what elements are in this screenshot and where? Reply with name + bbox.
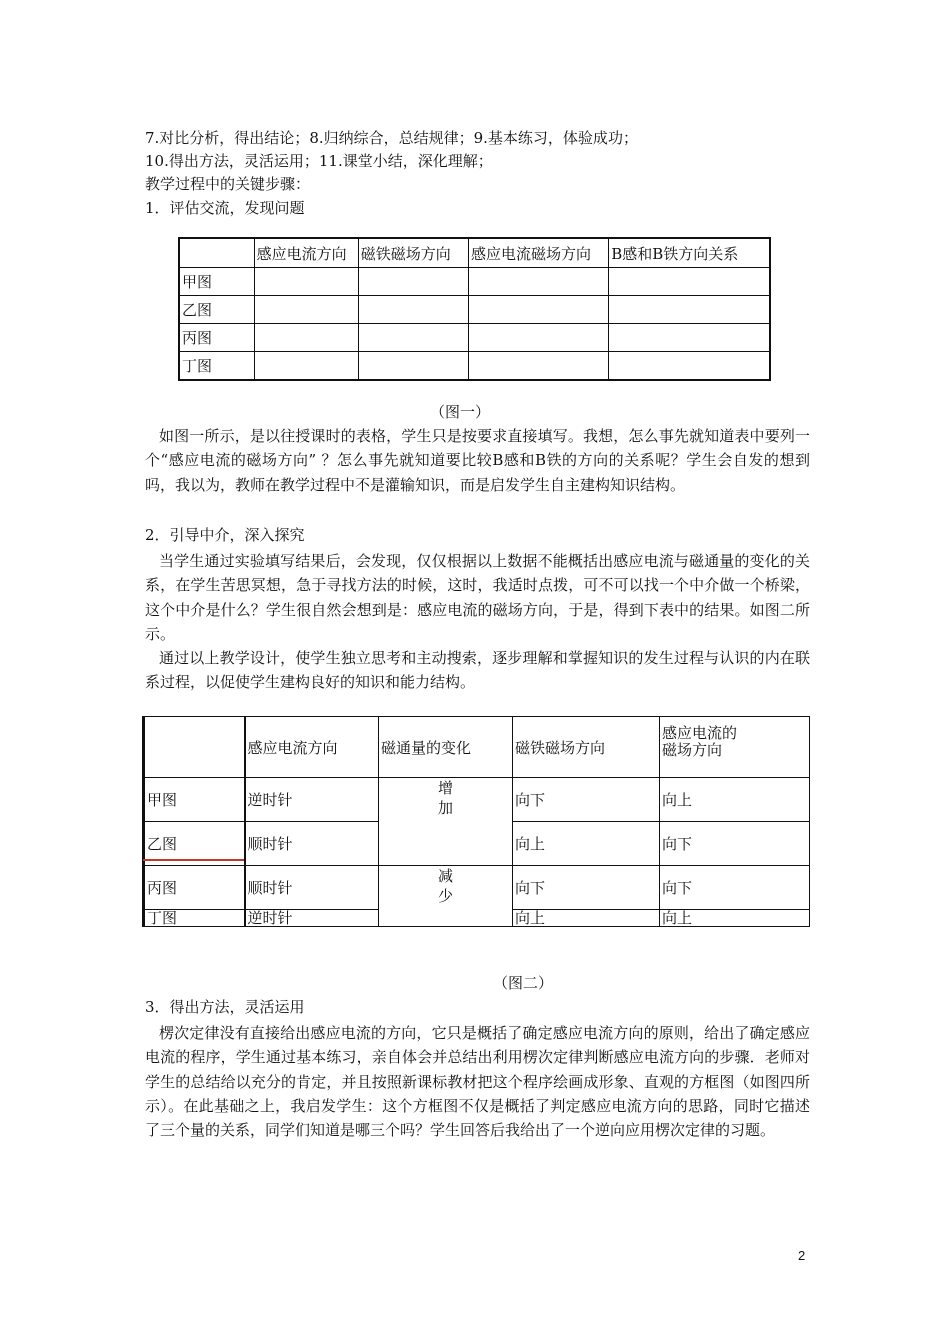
red-underline-mark: [143, 859, 244, 861]
table-cell: [254, 324, 358, 352]
table-header-cell: 感应电流方向: [245, 717, 379, 778]
table-header-cell: [179, 238, 254, 268]
flux-increase-cell: [379, 778, 513, 866]
table-cell: 向下: [513, 866, 660, 910]
table-header-cell: 磁铁磁场方向: [358, 238, 468, 268]
table-header-row: [144, 717, 810, 778]
row-label: 甲图: [144, 778, 245, 822]
table-cell: [254, 268, 358, 296]
table-cell: [254, 296, 358, 324]
header-line: 磁场方向: [662, 741, 723, 759]
section1-heading: 1．评估交流，发现问题: [145, 199, 305, 217]
table-cell: [468, 352, 608, 381]
table-cell: 顺时针: [245, 866, 379, 910]
flux-char: 加: [437, 799, 453, 817]
table-cell: 顺时针: [245, 822, 379, 866]
row-label: 丁图: [144, 910, 245, 927]
table-header-cell: 磁通量的变化: [379, 717, 513, 778]
row-label: 丁图: [179, 352, 254, 381]
intro-line-3: 教学过程中的关键步骤：: [145, 175, 311, 193]
row-label: 丙图: [144, 866, 245, 910]
table-header-cell: 感应电流方向: [254, 238, 358, 268]
table-cell: [609, 324, 770, 352]
table-cell: [358, 268, 468, 296]
table-cell: [254, 352, 358, 381]
table-cell: [358, 352, 468, 381]
row-label: 丙图: [179, 324, 254, 352]
table-cell: [468, 296, 608, 324]
table-cell: 向上: [513, 910, 660, 927]
flux-char: 增: [437, 779, 453, 797]
table-row: [179, 352, 770, 381]
figure-2-caption: （图二）: [493, 974, 554, 992]
section3-text: [145, 1021, 810, 1142]
table-cell: [609, 352, 770, 381]
flux-char: 少: [437, 887, 453, 905]
section1-text: [145, 424, 810, 497]
flux-decrease-cell: [379, 866, 513, 927]
table-cell: 向上: [660, 910, 810, 927]
paragraph: 如图一所示，是以往授课时的表格，学生只是按要求直接填写。我想，怎么事先就知道表中要列一个“感应电流的磁场方向” ？怎么事先就知道要比较B感和B铁的方向的关系呢？学生会自发的想到吗，我以为，教师在教学过程中不是灌输知识，而是启发学生自主建构知识结构。: [145, 427, 810, 494]
table-row: [144, 866, 810, 910]
table-row: [144, 778, 810, 822]
table-row: [179, 268, 770, 296]
paragraph: 楞次定律没有直接给出感应电流的方向，它只是概括了确定感应电流方向的原则，给出了确定感应电流的程序，学生通过基本练习，亲自体会并总结出利用楞次定律判断感应电流方向的步骤．老师对学生的总结给以充分的肯定，并且按照新课标教材把这个程序绘画成形象、直观的方框图（如图四所示）。在此基础之上，我启发学生：这个方框图不仅是概括了判定感应电流方向的思路，同时它描述了三个量的关系，同学们知道是哪三个吗？学生回答后我给出了一个逆向应用楞次定律的习题。: [145, 1024, 810, 1140]
intro-line-1: 7.对比分析，得出结论；8.归纳综合，总结规律；9.基本练习，体验成功；: [145, 129, 638, 147]
table-cell: 向下: [660, 866, 810, 910]
table-row: [179, 296, 770, 324]
table-header-cell: [660, 717, 810, 778]
table-row: [179, 324, 770, 352]
header-line: 感应电流的: [662, 724, 738, 742]
paragraph: 当学生通过实验填写结果后，会发现，仅仅根据以上数据不能概括出感应电流与磁通量的变化的关系，在学生苦思冥想，急于寻找方法的时候，这时，我适时点拨，可不可以找一个中介做一个桥梁，这个中介是什么？学生很自然会想到是：感应电流的磁场方向，于是，得到下表中的结果。如图二所示。: [145, 552, 810, 643]
figure-1-caption: （图一）: [430, 403, 491, 421]
table-header-cell: B感和B铁方向关系: [609, 238, 770, 268]
table-header-cell: 感应电流磁场方向: [468, 238, 608, 268]
paragraph: 通过以上教学设计，使学生独立思考和主动搜索，逐步理解和掌握知识的发生过程与认识的内在联系过程，以促使学生建构良好的知识和能力结构。: [145, 649, 810, 692]
row-label: 乙图: [144, 822, 245, 866]
table-cell: 向下: [660, 822, 810, 866]
table-header-row: [179, 238, 770, 268]
table-cell: [609, 268, 770, 296]
table-cell: 逆时针: [245, 910, 379, 927]
row-label: 甲图: [179, 268, 254, 296]
section2-heading: 2．引导中介，深入探究: [145, 526, 305, 544]
table-cell: [609, 296, 770, 324]
table-cell: 逆时针: [245, 778, 379, 822]
table-cell: [468, 268, 608, 296]
row-label: 乙图: [179, 296, 254, 324]
section2-text: [145, 549, 810, 695]
page-number: 2: [798, 1248, 806, 1263]
table-figure-1: [178, 237, 771, 381]
table-header-cell: [144, 717, 245, 778]
table-cell: [358, 324, 468, 352]
table-cell: 向下: [513, 778, 660, 822]
table-cell: 向上: [513, 822, 660, 866]
intro-line-2: 10.得出方法，灵活运用；11.课堂小结，深化理解；: [145, 152, 493, 170]
flux-char: 减: [437, 867, 453, 885]
table-header-cell: 磁铁磁场方向: [513, 717, 660, 778]
table-cell: 向上: [660, 778, 810, 822]
section3-heading: 3．得出方法，灵活运用: [145, 998, 305, 1016]
table-cell: [358, 296, 468, 324]
table-cell: [468, 324, 608, 352]
table-figure-2: [142, 716, 810, 927]
